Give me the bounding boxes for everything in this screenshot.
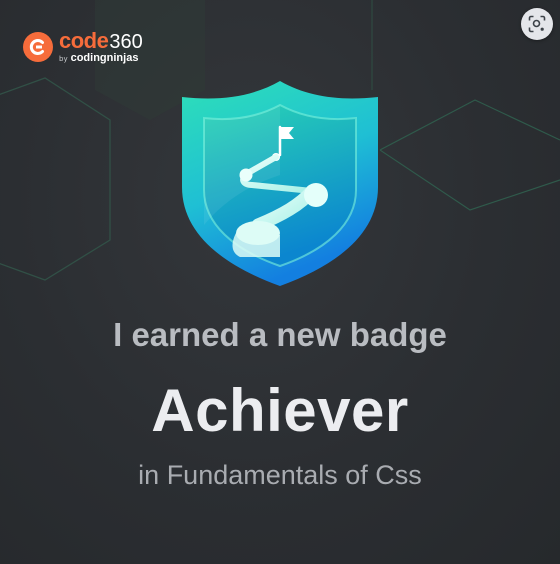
brand-by: by (59, 55, 68, 63)
achiever-badge (170, 75, 390, 294)
headline: I earned a new badge (113, 316, 447, 353)
lens-icon (528, 15, 546, 33)
brand-name: code (59, 28, 109, 53)
code360-logo-icon (23, 32, 53, 62)
brand-logo (23, 30, 143, 64)
course-line: in Fundamentals of Css (138, 460, 422, 490)
achiever-badge-icon (170, 75, 390, 290)
badge-title: Achiever (151, 377, 409, 444)
brand-parent: codingninjas (70, 52, 139, 64)
lens-button[interactable] (521, 8, 553, 40)
brand-number: 360 (109, 31, 143, 53)
